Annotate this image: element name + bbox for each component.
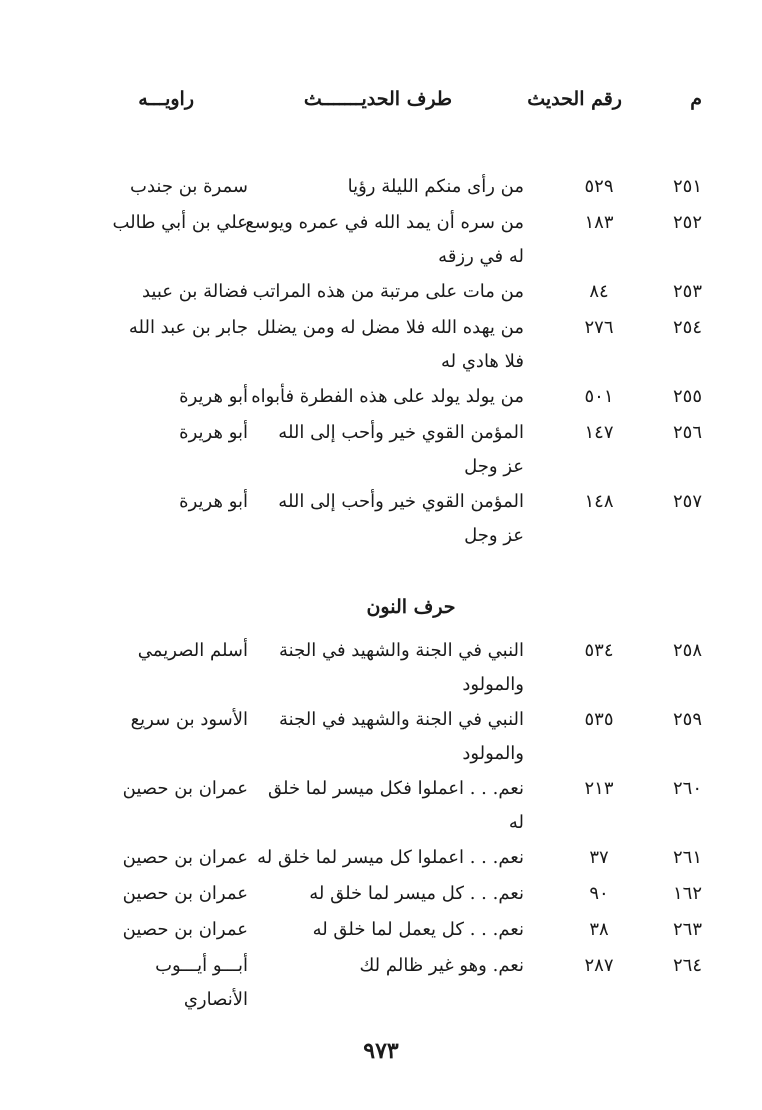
hadith-number: ٣٨ xyxy=(589,919,609,940)
narrator-line: عمران بن حصين xyxy=(122,778,248,799)
hadith-number: ٨٤ xyxy=(589,281,609,302)
hadith-text-line: نعم. . . كل يعمل لما خلق له xyxy=(312,919,524,940)
narrator-line: أبو هريرة xyxy=(179,491,248,512)
hadith-text xyxy=(262,703,524,771)
narrator xyxy=(88,485,248,519)
row-number: ٢٦٤ xyxy=(672,955,702,976)
narrator-line: علي بن أبي طالب xyxy=(112,212,248,233)
narrator xyxy=(88,913,248,947)
hadith-text-line: عز وجل xyxy=(464,456,524,477)
narrator-line: أبو هريرة xyxy=(179,422,248,443)
narrator-line: أبـــو أيـــوب xyxy=(155,955,248,976)
hadith-number: ٥٣٥ xyxy=(584,709,614,730)
hadith-text xyxy=(262,772,524,840)
hadith-text xyxy=(262,485,524,553)
hadith-text xyxy=(262,949,524,983)
narrator-line: عمران بن حصين xyxy=(122,919,248,940)
hadith-text-line: النبي في الجنة والشهيد في الجنة xyxy=(279,640,524,661)
hadith-number: ٣٧ xyxy=(589,847,609,868)
header-hadith-number: رقم الحديث xyxy=(527,88,622,110)
row-number: ٢٥٤ xyxy=(672,317,702,338)
section-title: حرف النون xyxy=(366,596,456,618)
hadith-number: ٩٠ xyxy=(589,883,609,904)
narrator-line: أبو هريرة xyxy=(179,386,248,407)
narrator-line: فضالة بن عبيد xyxy=(141,281,248,302)
narrator-line: جابر بن عبد الله xyxy=(128,317,248,338)
narrator-line: أسلم الصريمي xyxy=(137,640,248,661)
hadith-text xyxy=(245,206,524,274)
hadith-text-line: من رأى منكم الليلة رؤيا xyxy=(347,176,524,197)
hadith-text xyxy=(262,913,524,947)
row-number: ٢٥٩ xyxy=(672,709,702,730)
hadith-text-line: له xyxy=(508,812,524,833)
row-number: ٢٦٠ xyxy=(672,778,702,799)
narrator xyxy=(88,877,248,911)
hadith-number: ١٤٧ xyxy=(584,422,614,443)
hadith-text-line: النبي في الجنة والشهيد في الجنة xyxy=(279,709,524,730)
hadith-number: ١٤٨ xyxy=(584,491,614,512)
hadith-text-line: والمولود xyxy=(462,743,524,764)
narrator xyxy=(88,841,248,875)
narrator xyxy=(88,703,248,737)
hadith-text xyxy=(262,170,524,204)
row-number: ٢٦١ xyxy=(672,847,702,868)
hadith-text-line: والمولود xyxy=(462,674,524,695)
row-number: ١٦٢ xyxy=(672,883,702,904)
narrator xyxy=(88,634,248,668)
header-number: م xyxy=(690,88,702,110)
row-number: ٢٦٣ xyxy=(672,919,702,940)
header-narrator: راويـــه xyxy=(138,88,194,110)
hadith-text xyxy=(257,841,524,875)
hadith-text-line: نعم. . . اعملوا فكل ميسر لما خلق xyxy=(267,778,524,799)
hadith-text xyxy=(262,634,524,702)
narrator xyxy=(88,380,248,414)
hadith-number: ٢١٣ xyxy=(584,778,614,799)
narrator xyxy=(88,416,248,450)
hadith-text-line: نعم. . . اعملوا كل ميسر لما خلق له xyxy=(257,847,524,868)
row-number: ٢٥٨ xyxy=(672,640,702,661)
narrator-line: الأنصاري xyxy=(183,989,248,1010)
narrator xyxy=(88,949,248,1017)
row-number: ٢٥٧ xyxy=(672,491,702,512)
hadith-number: ٥٣٤ xyxy=(584,640,614,661)
hadith-text-line: من سره أن يمد الله في عمره ويوسع xyxy=(245,212,524,233)
hadith-text-line: المؤمن القوي خير وأحب إلى الله xyxy=(278,491,524,512)
hadith-text xyxy=(262,877,524,911)
narrator-line: سمرة بن جندب xyxy=(130,176,248,197)
hadith-text-line: نعم. وهو غير ظالم لك xyxy=(359,955,524,976)
narrator-line: الأسود بن سريع xyxy=(130,709,248,730)
table-header xyxy=(0,88,762,122)
narrator xyxy=(88,311,248,345)
narrator xyxy=(88,170,248,204)
hadith-number: ٢٨٧ xyxy=(584,955,614,976)
hadith-text xyxy=(256,311,524,379)
row-number: ٢٥٢ xyxy=(672,212,702,233)
row-number: ٢٥٥ xyxy=(672,386,702,407)
header-hadith-text: طرف الحديـــــــث xyxy=(303,88,452,110)
hadith-text-line: نعم. . . كل ميسر لما خلق له xyxy=(309,883,524,904)
narrator-line: عمران بن حصين xyxy=(122,883,248,904)
hadith-number: ١٨٣ xyxy=(584,212,614,233)
hadith-text-line: فلا هادي له xyxy=(440,351,524,372)
hadith-text-line: من مات على مرتبة من هذه المراتب xyxy=(252,281,524,302)
narrator xyxy=(88,275,248,309)
hadith-number: ٥٢٩ xyxy=(584,176,614,197)
row-number: ٢٥٣ xyxy=(672,281,702,302)
hadith-text-line: المؤمن القوي خير وأحب إلى الله xyxy=(278,422,524,443)
hadith-text xyxy=(262,416,524,484)
hadith-text-line: من يهده الله فلا مضل له ومن يضلل xyxy=(256,317,524,338)
hadith-number: ٥٠١ xyxy=(584,386,614,407)
hadith-text xyxy=(251,380,524,414)
hadith-text-line: له في رزقه xyxy=(438,246,524,267)
hadith-text-line: من يولد يولد على هذه الفطرة فأبواه xyxy=(251,386,524,407)
hadith-text xyxy=(252,275,524,309)
row-number: ٢٥١ xyxy=(672,176,702,197)
narrator xyxy=(88,206,248,240)
page-number: ٩٧٣ xyxy=(363,1038,399,1064)
narrator-line: عمران بن حصين xyxy=(122,847,248,868)
hadith-number: ٢٧٦ xyxy=(584,317,614,338)
hadith-text-line: عز وجل xyxy=(464,525,524,546)
row-number: ٢٥٦ xyxy=(672,422,702,443)
narrator xyxy=(88,772,248,806)
